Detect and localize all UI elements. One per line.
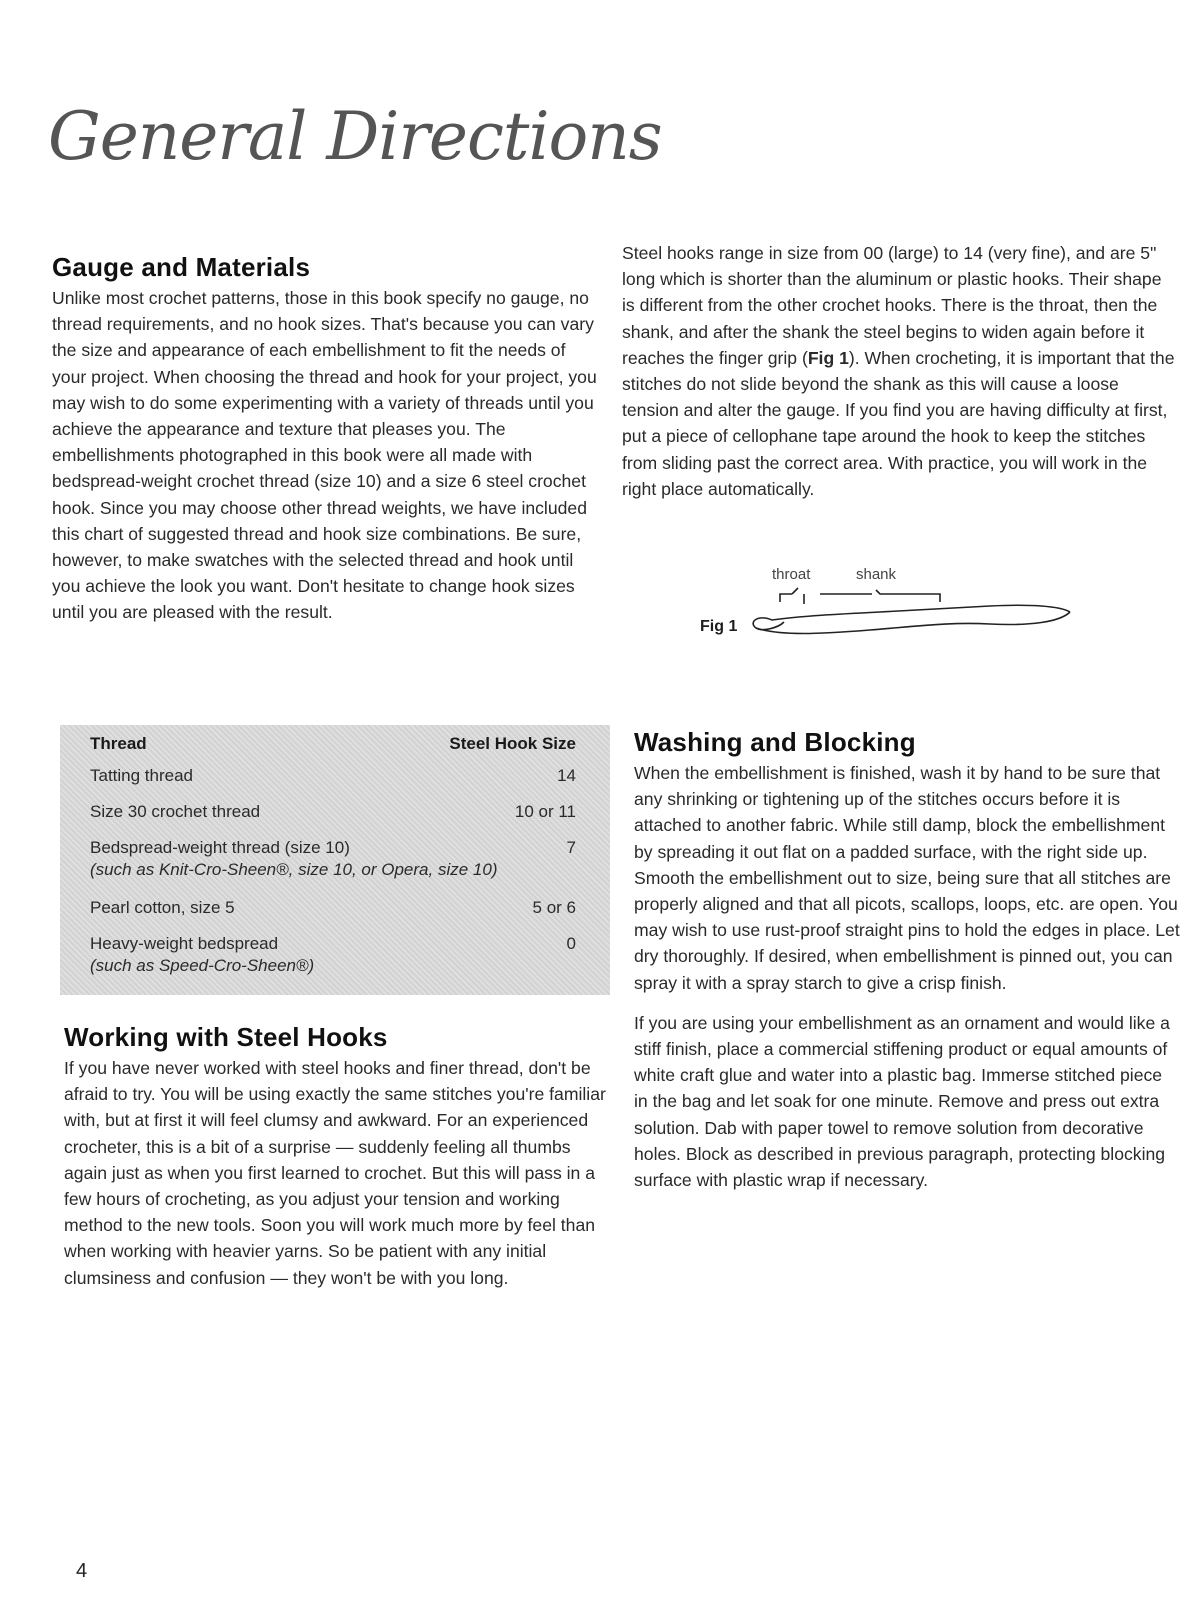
thread-hook-table (60, 725, 610, 995)
washing-body-2: If you are using your embellishment as an ornament and would like a stiff finish, place a commercial stiffening product or equal amounts of white craft glue and water into a plastic bag. Immerse stitched piece in the bag and let soak for one minute. Remove and press out extra solution. Dab with paper towel to remove solution from decorative holes. Block as described in previous paragraph, protecting blocking surface with plastic wrap if necessary. (634, 1012, 1170, 1191)
steel-hooks-continued (622, 240, 1177, 502)
fig-reference: Fig 1 (807, 347, 849, 368)
table-row (90, 799, 576, 835)
washing-heading: Washing and Blocking (634, 727, 916, 757)
steel-hooks-continued-body (622, 240, 1177, 502)
steel-hooks-section (64, 1022, 612, 1291)
table-cell-thread: Pearl cotton, size 5 (90, 898, 235, 917)
table-header-hook-size: Steel Hook Size (449, 734, 576, 753)
steel-hooks-body: If you have never worked with steel hooks and finer thread, don't be afraid to try. You will be using exactly the same stitches you're familiar with, but at first it will feel clumsy and awkward. For an experienced crocheter, this is a bit of a surprise — suddenly feeling all thumbs again just as when you first learned to crochet. But this will pass in a few hours of crocheting, as you adjust your tension and working method to the new tools. Soon you will work much more by feel than when working with heavier yarns. So be patient with any initial clumsiness and confusion — they won't be with you long. (64, 1058, 606, 1288)
table-cell-size: 10 or 11 (514, 802, 576, 821)
table-cell-thread (90, 933, 567, 977)
table-cell-thread: Size 30 crochet thread (90, 802, 261, 821)
hook-figure (700, 566, 1100, 656)
table-row (90, 835, 576, 895)
steel-hooks-heading: Working with Steel Hooks (64, 1022, 388, 1052)
shank-label: shank (856, 566, 897, 583)
table-cell-size: 5 or 6 (532, 898, 576, 917)
table-cell-thread-note: (such as Speed-Cro-Sheen®) (90, 956, 315, 975)
table-cell-thread-name: Heavy-weight bedspread (90, 934, 279, 953)
table-row (90, 931, 576, 977)
washing-body-1: When the embellishment is finished, wash it by hand to be sure that any shrinking or tightening up of the stitches occurs before it is attached to another fabric. While still damp, block the embellishment by spreading it out flat on a padded surface, with the right side up. Smooth the embellishment out to size, being sure that all stitches are properly aligned and that all picots, scallops, loops, etc. are open. You may wish to use rust-proof straight pins to hold the edges in place. Let dry thoroughly. If desired, when embellishment is pinned out, you can spray it with a spray starch to give a crisp finish. (634, 763, 1180, 993)
table-cell-size: 14 (557, 766, 576, 785)
table-cell-size: 7 (566, 838, 576, 857)
page-title: General Directions (48, 98, 662, 175)
table-row (90, 761, 576, 799)
table-cell-size: 0 (566, 934, 576, 953)
table-header-thread: Thread (90, 734, 147, 753)
table-header-row (90, 725, 576, 761)
steel-hooks-continued-text-post: ). When crocheting, it is important that the stitches do not slide beyond the shank as this will cause a loose tension and alter the gauge. If you find you are having difficulty at first, put a piece of cellophane tape around the hook to keep the stitches from sliding past the correct area. With practice, you will work in the right place automatically. (622, 347, 1175, 499)
throat-label: throat (772, 566, 811, 583)
gauge-section (52, 252, 600, 626)
table-row (90, 895, 576, 931)
table-cell-thread (90, 837, 567, 881)
page-number: 4 (76, 1560, 88, 1582)
figure-label: Fig 1 (700, 618, 738, 635)
gauge-heading: Gauge and Materials (52, 252, 311, 282)
table-cell-thread-name: Bedspread-weight thread (size 10) (90, 838, 350, 857)
gauge-body: Unlike most crochet patterns, those in this book specify no gauge, no thread requirements, and no hook sizes. That's because you can vary the size and appearance of each embellishment to fit the needs of your project. When choosing the thread and hook for your project, you may wish to do some experimenting with a variety of threads until you achieve the appearance and texture that pleases you. The embellishments photographed in this book were all made with bedspread-weight crochet thread (size 10) and a size 6 steel crochet hook. Since you may choose other thread weights, we have included this chart of suggested thread and hook size combinations. Be sure, however, to make swatches with the selected thread and hook until you achieve the look you want. Don't hesitate to change hook sizes until you are pleased with the result. (52, 288, 597, 623)
steel-hooks-continued-text-pre: Steel hooks range in size from 00 (large) to 14 (very fine), and are 5" long which is shorter than the aluminum or plastic hooks. Their shape is different from the other crochet hooks. There is the throat, then the shank, and after the shank the steel begins to widen again before it reaches the finger grip ( (622, 243, 1162, 368)
table-cell-thread-note: (such as Knit-Cro-Sheen®, size 10, or Opera, size 10) (90, 860, 498, 879)
table-cell-thread: Tatting thread (90, 766, 194, 785)
crochet-hook-drawing (700, 566, 1100, 656)
washing-section (634, 727, 1180, 1193)
